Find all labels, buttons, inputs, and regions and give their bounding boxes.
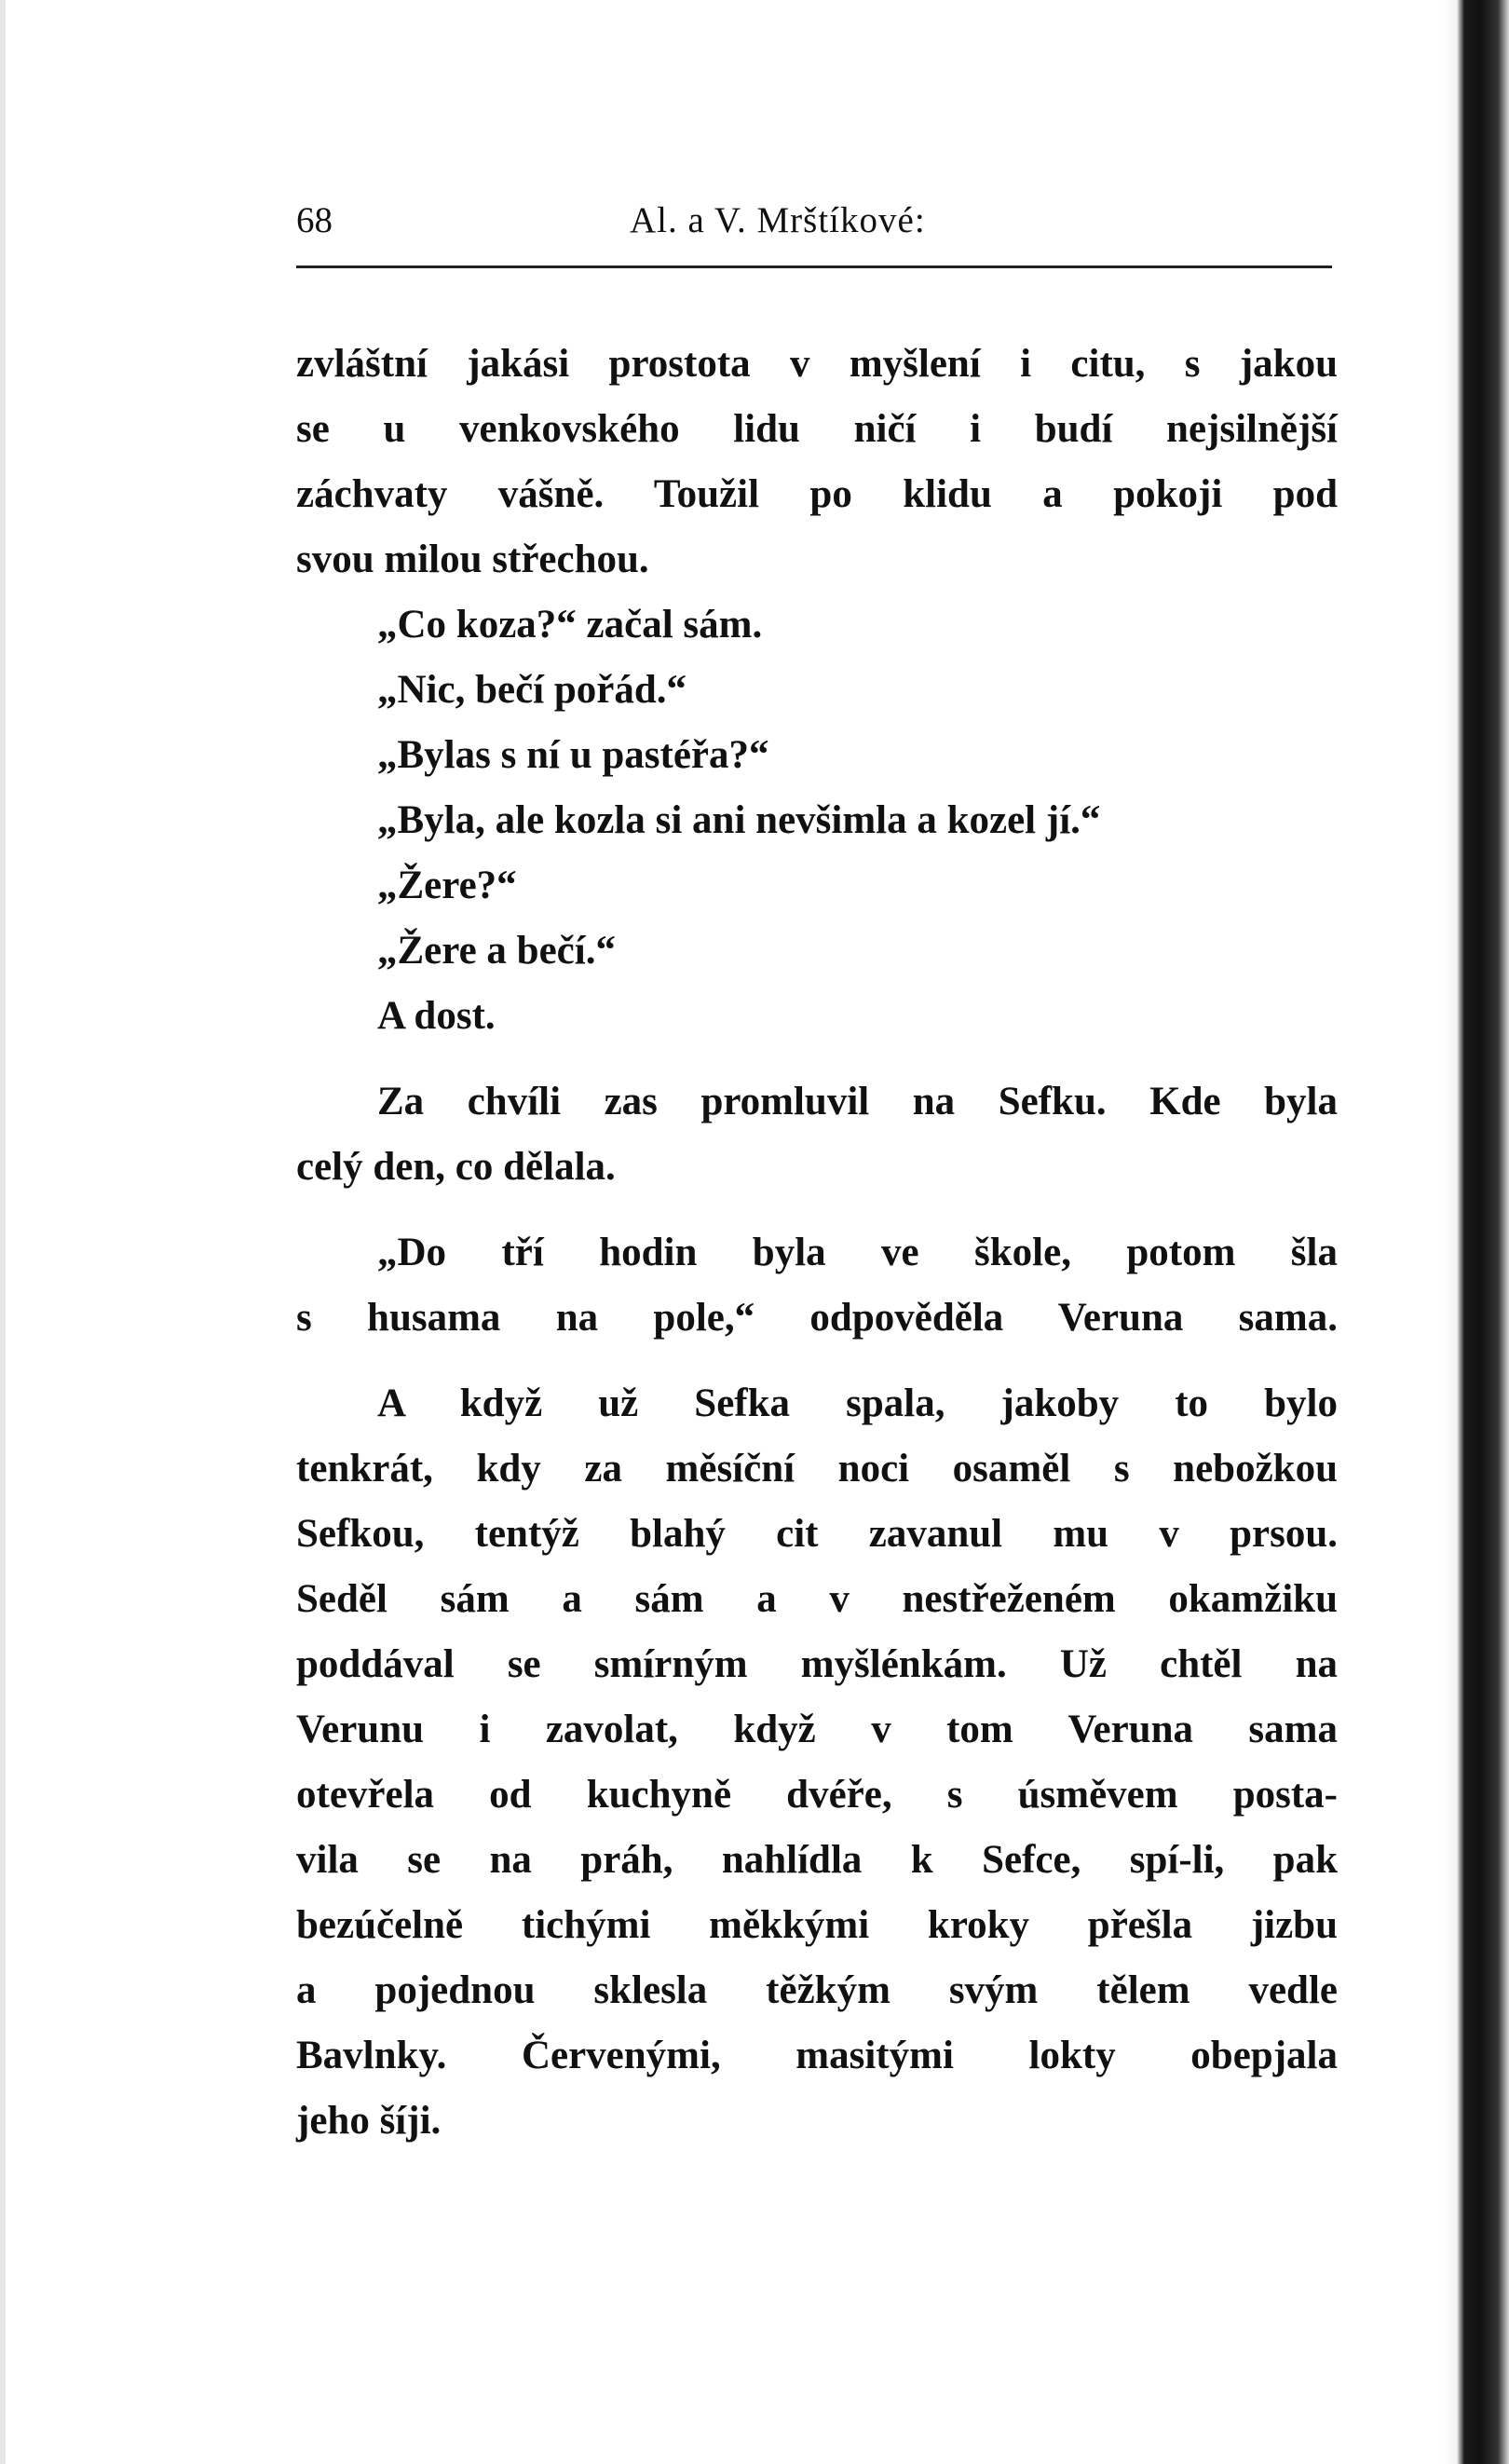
dialogue-line: A dost. (377, 994, 496, 1038)
text-line: bezúčelně tichými měkkými kroky přešla jizbu (296, 1903, 1338, 1947)
dialogue-line: „Bylas s ní u pastéřa?“ (377, 733, 769, 777)
paragraph-2 (296, 1069, 1338, 1200)
dialogue-block (296, 592, 1338, 1049)
text-line: Bavlnky. Červenými, masitými lokty obepjala (296, 2034, 1338, 2077)
paragraph-4 (296, 1371, 1338, 2154)
paragraph-1 (296, 332, 1338, 592)
text-line: otevřela od kuchyně dvéře, s úsměvem posta- (296, 1773, 1338, 1817)
text-line: záchvaty vášně. Toužil po klidu a pokoji pod (296, 472, 1338, 516)
dialogue-line: „Nic, bečí pořád.“ (377, 668, 687, 712)
page-header (296, 199, 1332, 246)
header-rule (296, 265, 1332, 268)
text-line: Seděl sám a sám a v nestřeženém okamžiku (296, 1577, 1338, 1621)
text-line: jeho šíji. (296, 2099, 442, 2143)
text-line: poddával se smírným myšlénkám. Už chtěl na (296, 1642, 1338, 1686)
dialogue-line: „Žere?“ (377, 864, 517, 907)
running-head: Al. a V. Mrštíkové: (630, 200, 926, 240)
text-line: A když už Sefka spala, jakoby to bylo (377, 1382, 1338, 1425)
page-number: 68 (296, 200, 333, 240)
text-line: svou milou střechou. (296, 538, 649, 581)
text-line: se u venkovského lidu ničí i budí nejsilnější (296, 407, 1338, 451)
text-line: zvláštní jakási prostota v myšlení i citu, s jakou (296, 342, 1338, 386)
dialogue-line: „Co koza?“ začal sám. (377, 603, 763, 647)
page-edge-left (0, 0, 6, 2464)
book-binding-edge (1444, 0, 1509, 2464)
text-line: celý den, co dělala. (296, 1145, 616, 1189)
dialogue-line: „Žere a bečí.“ (377, 929, 616, 973)
text-line: Verunu i zavolat, když v tom Veruna sama (296, 1708, 1338, 1751)
text-line: vila se na práh, nahlídla k Sefce, spí-li, pak (296, 1838, 1338, 1882)
text-line: tenkrát, kdy za měsíční noci osaměl s nebožkou (296, 1447, 1338, 1491)
dialogue-line: „Byla, ale kozla si ani nevšimla a kozel jí.“ (377, 798, 1101, 842)
text-line: s husama na pole,“ odpověděla Veruna sama. (296, 1296, 1338, 1340)
text-line: Sefkou, tentýž blahý cit zavanul mu v prsou. (296, 1512, 1338, 1556)
body-text (296, 332, 1338, 2154)
paragraph-3 (296, 1220, 1338, 1351)
text-line: Za chvíli zas promluvil na Sefku. Kde byla (377, 1080, 1338, 1123)
text-line: „Do tří hodin byla ve škole, potom šla (377, 1231, 1338, 1274)
text-line: a pojednou sklesla těžkým svým tělem vedle (296, 1968, 1338, 2012)
